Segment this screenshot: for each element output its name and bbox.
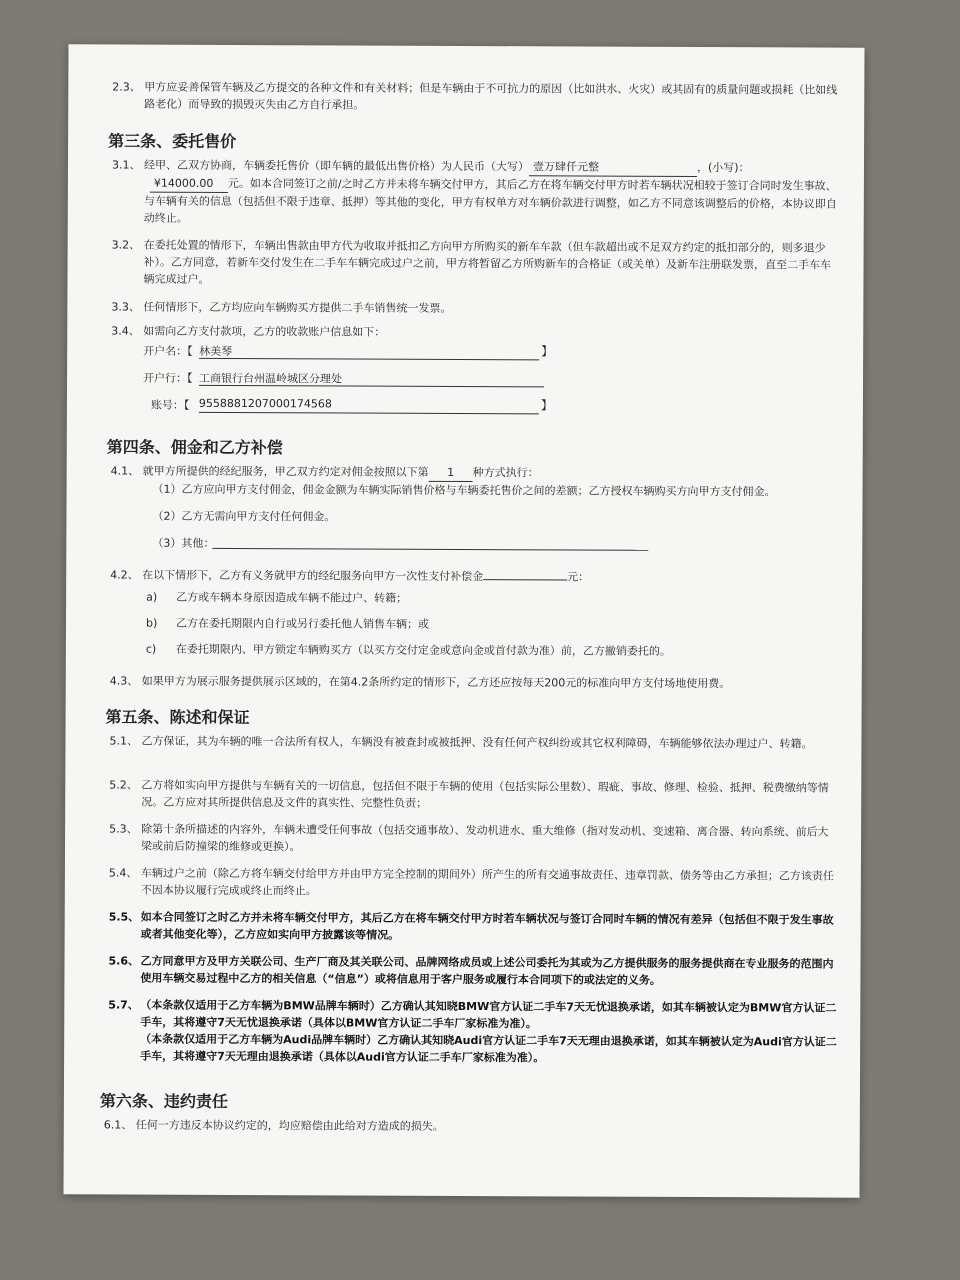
clause-3-2	[111, 236, 841, 290]
clause-4-1-intro: 就甲方所提供的经纪服务，甲乙双方约定对佣金按照以下第	[142, 464, 429, 479]
account-name-close-bracket: 】	[541, 344, 554, 359]
section-3-title: 第三条、委托售价	[108, 131, 237, 152]
clause-number: 3.4、	[111, 324, 140, 338]
clause-number: 5.2、	[109, 778, 138, 792]
clause-text: 乙方同意甲方及甲方关联公司、生产厂商及其关联公司、品牌网络成员或上述公司委托为其或为乙方提供服务的服务提供商在专业服务的范围内使用车辆交易过程中乙方的相关信息（“信息”）或将信息用于客户服务或履行本合同项下的或法定的义务。	[140, 954, 834, 987]
commission-option-field: 1	[429, 464, 473, 482]
account-number-close-bracket: 】	[540, 398, 553, 413]
clause-3-1-intro: 经甲、乙双方协商，车辆委托售价（即车辆的最低出售价格）为人民币（大写）	[143, 158, 530, 174]
clause-2-3	[112, 78, 842, 115]
clause-3-1	[112, 156, 842, 229]
clause-5-6	[108, 952, 838, 989]
clause-text	[144, 157, 842, 230]
section-4-title: 第四条、佣金和乙方补偿	[106, 437, 283, 458]
price-lowercase-label: ，(小写)：	[696, 161, 750, 175]
account-name-label: 开户名：【	[143, 344, 193, 358]
clause-text: 车辆过户之前（除乙方将车辆交付给甲方并由甲方完全控制的期间外）所产生的所有交通事故责任、违章罚款、债务等由乙方承担；乙方该责任不因本协议履行完成或终止而终止。	[140, 866, 834, 898]
clause-4-1-suffix: 种方式执行：	[472, 466, 539, 480]
clause-4-3	[110, 672, 840, 692]
clause-text: 如果甲方为展示服务提供展示区域的，在第4.2条所约定的情形下，乙方还应按每天200元的标准向甲方支付场地使用费。	[141, 674, 731, 691]
clause-4-2-intro: 在以下情形下，乙方有义务就甲方的经纪服务向甲方一次性支付补偿金	[142, 568, 484, 584]
compensation-amount-field	[483, 579, 567, 580]
clause-text-bmw: （本条款仅适用于乙方车辆为BMW品牌车辆时）乙方确认其知晓BMW官方认证二手车7天无忧退换承诺，如其车辆被认定为BMW官方认证二手车，其将遵守7天无忧退换承诺（具体以BMW官方认证二手车厂家标准为准）。	[140, 998, 837, 1031]
clause-text: 任何一方违反本协议约定的，均应赔偿由此给对方造成的损失。	[135, 1118, 444, 1133]
option-3: （3）其他：	[152, 536, 215, 550]
contract-page	[63, 44, 864, 1197]
clause-3-3	[111, 298, 841, 318]
clause-number: 5.7、	[108, 998, 139, 1012]
clause-text-audi: （本条款仅适用于乙方车辆为Audi品牌车辆时）乙方确认其知晓Audi官方认证二手车7天无理由退换承诺，如其车辆被认定为Audi官方认证二手车，其将遵守7天无理由退换承诺（具体以Audi官方认证二手车厂家标准为准）。	[140, 1032, 837, 1065]
clause-text: 如需向乙方支付款项，乙方的收款账户信息如下：	[143, 324, 386, 339]
clause-text: 在委托处置的情形下，车辆出售款由甲方代为收取并抵扣乙方向甲方所购买的新车车款（但车款超出或不足双方约定的抵扣部分的，则多退少补）。乙方同意，若新车交付发生在二手车车辆完成过户之前，甲方将暂留乙方所购新车的合格证（或关单）及新车注册联发票，直至二手车车辆完成过户。	[143, 238, 832, 286]
item-b-text: 乙方在委托期限内自行或另行委托他人销售车辆；或	[175, 616, 430, 631]
item-c-text: 在委托期限内、甲方锁定车辆购买方（以买方交付定金或意向金或首付款为准）前，乙方撤销委托的。	[175, 642, 671, 658]
clause-5-3	[109, 820, 839, 857]
clause-number: 6.1、	[103, 1118, 133, 1132]
price-uppercase-field: 壹万肆仟元整	[529, 158, 697, 177]
item-c-label: c)	[145, 642, 157, 656]
account-bank-label: 开户行：【	[143, 371, 193, 385]
account-number-field: 9558881207000174568	[199, 397, 539, 414]
clause-number: 2.3、	[112, 80, 141, 94]
account-number-label: 账号：【	[150, 398, 190, 412]
clause-5-1	[109, 732, 839, 752]
clause-3-4	[111, 322, 841, 342]
clause-5-2	[109, 776, 839, 813]
clause-text: 乙方保证，其为车辆的唯一合法所有权人，车辆没有被查封或被抵押、没有任何产权纠纷或其它权利障碍，车辆能够依法办理过户、转籍。	[141, 734, 813, 751]
clause-number: 5.4、	[108, 866, 138, 880]
clause-4-2	[110, 566, 840, 586]
clause-3-1-body: 元。如本合同签订之前/之时乙方并未将车辆交付甲方，其后乙方在将车辆交付甲方时若车辆状况相较于签订合同时发生事故、与车辆有关的信息（包括但不限于违章、抵押）等其他的变化，甲方有权单方对车辆价款进行调整，如乙方不同意该调整后的价格，本协议即自动终止。	[143, 176, 837, 225]
clause-text: 任何情形下，乙方均应向车辆购买方提供二手车销售统一发票。	[143, 300, 452, 315]
clause-text: 如本合同签订之时乙方并未将车辆交付甲方，其后乙方在将车辆交付甲方时若车辆状况与签订合同时车辆的情况有差异（包括但不限于发生事故或者其他变化等），乙方应如实向甲方披露该等情况。	[140, 910, 834, 942]
clause-4-2-suffix: 元：	[567, 570, 590, 584]
clause-number: 3.1、	[111, 158, 141, 172]
clause-number: 3.2、	[111, 238, 141, 252]
option-3-blank	[212, 547, 648, 551]
clause-text: 除第十条所描述的内容外，车辆未遭受任何事故（包括交通事故）、发动机进水、重大维修（指对发动机、变速箱、离合器、转向系统、前后大梁或前后防撞梁的维修或更换）。	[140, 822, 829, 854]
clause-number: 4.3、	[109, 674, 139, 688]
clause-number: 5.3、	[109, 822, 138, 836]
option-2: （2）乙方无需向甲方支付任何佣金。	[152, 509, 336, 524]
clause-number: 5.6、	[108, 954, 140, 968]
clause-6-1	[104, 1116, 834, 1136]
clause-5-4	[109, 864, 839, 901]
section-5-title: 第五条、陈述和保证	[105, 707, 250, 728]
price-lowercase-field: ¥14000.00	[150, 175, 228, 193]
option-1: （1）乙方应向甲方支付佣金，佣金金额为车辆实际销售价格与车辆委托售价之间的差额；乙方授权车辆购买方向甲方支付佣金。	[152, 482, 776, 499]
item-a-text: 乙方或车辆本身原因造成车辆不能过户、转籍；	[176, 590, 408, 605]
section-6-title: 第六条、违约责任	[99, 1091, 228, 1111]
clause-text	[142, 567, 840, 587]
clause-number: 5.1、	[109, 734, 139, 748]
clause-text: 乙方将如实向甲方提供与车辆有关的一切信息，包括但不限于车辆的使用（包括实际公里数）、瑕疵、事故、修理、检验、抵押、税费缴纳等情况。乙方应对其所提供信息及文件的真实性、完整性负责；	[141, 778, 829, 810]
clause-number: 5.5、	[108, 910, 140, 924]
clause-5-7	[108, 996, 838, 1067]
account-bank-field: 工商银行台州温岭城区分理处	[199, 370, 544, 388]
clause-number: 4.1、	[110, 464, 140, 478]
item-b-label: b)	[145, 616, 158, 630]
clause-number: 3.3、	[111, 300, 140, 314]
item-a-label: a)	[146, 590, 158, 604]
clause-number: 4.2、	[110, 568, 139, 582]
clause-5-5	[109, 908, 839, 945]
account-name-field: 林美琴	[199, 343, 539, 360]
clause-text: 甲方应妥善保管车辆及乙方提交的各种文件和有关材料；但是车辆由于不可抗力的原因（比如洪水、火灾）或其固有的质量问题或损耗（比如线路老化）而导致的损毁灭失由乙方自行承担。	[144, 80, 838, 112]
